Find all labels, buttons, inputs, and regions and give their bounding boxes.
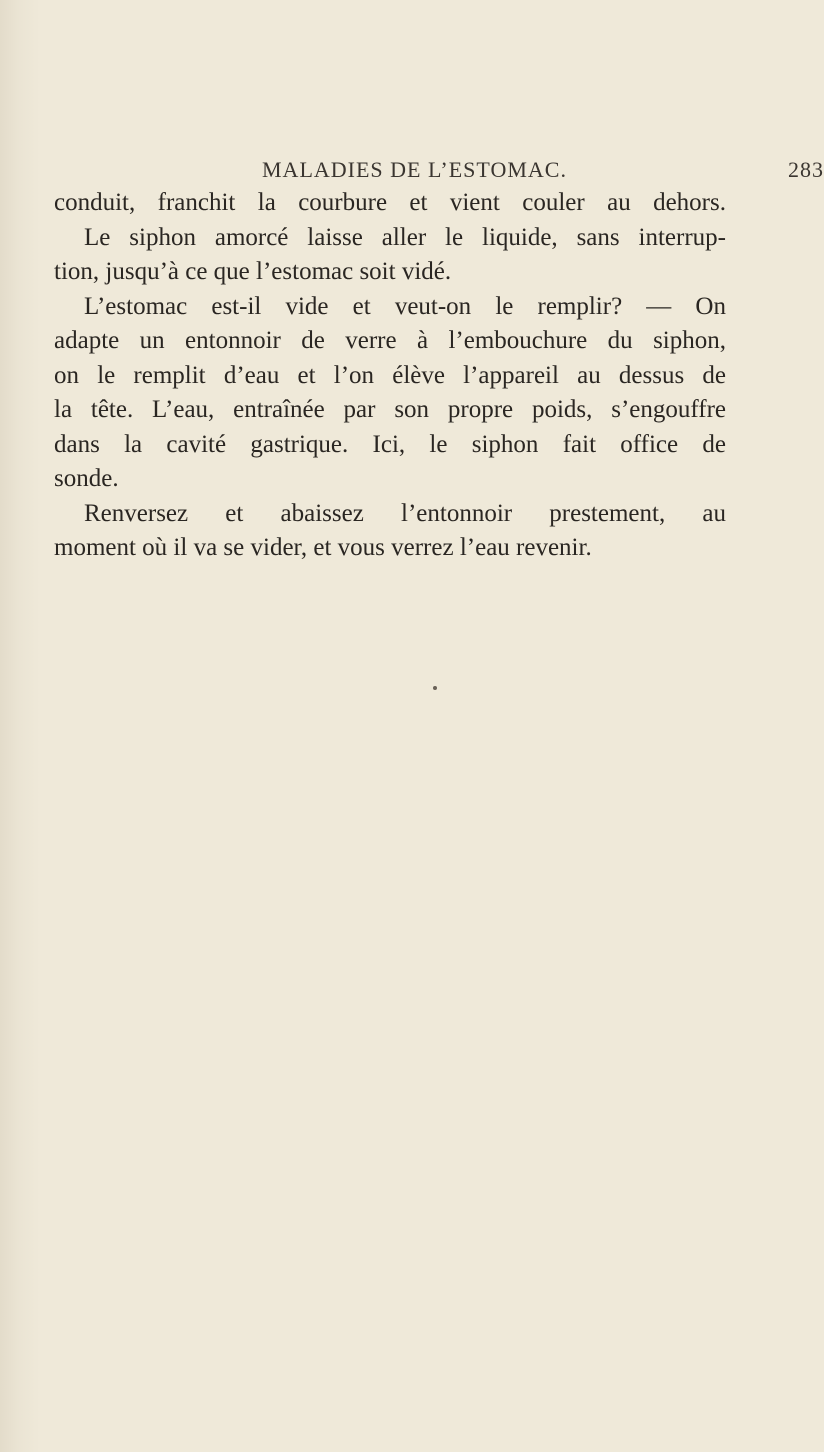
running-title: MALADIES DE L’ESTOMAC. xyxy=(262,157,567,182)
page-number: 283 xyxy=(788,157,824,182)
text-line: tion, jusqu’à ce que l’estomac soit vidé. xyxy=(54,258,452,285)
text-line: conduit, franchit la courbure et vient couler au dehors. xyxy=(54,189,726,216)
text-line: moment où il va se vider, et vous verrez l’eau revenir. xyxy=(54,534,592,561)
body-text xyxy=(54,186,726,566)
text-line: dans la cavité gastrique. Ici, le siphon fait office de xyxy=(54,430,726,458)
text-line: on le remplit d’eau et l’on élève l’appareil au dessus de xyxy=(54,361,726,389)
paper-speck xyxy=(433,686,437,690)
text-line: Le siphon amorcé laisse aller le liquide, sans interrup- xyxy=(84,223,726,251)
text-line: la tête. L’eau, entraînée par son propre poids, s’engouffre xyxy=(54,396,726,423)
text-line: adapte un entonnoir de verre à l’embouchure du siphon, xyxy=(54,327,726,354)
text-line: L’estomac est-il vide et veut-on le remplir? — On xyxy=(84,292,726,320)
running-head xyxy=(262,157,824,187)
text-line: Renversez et abaissez l’entonnoir prestement, au xyxy=(84,499,726,527)
text-line: sonde. xyxy=(54,465,119,492)
